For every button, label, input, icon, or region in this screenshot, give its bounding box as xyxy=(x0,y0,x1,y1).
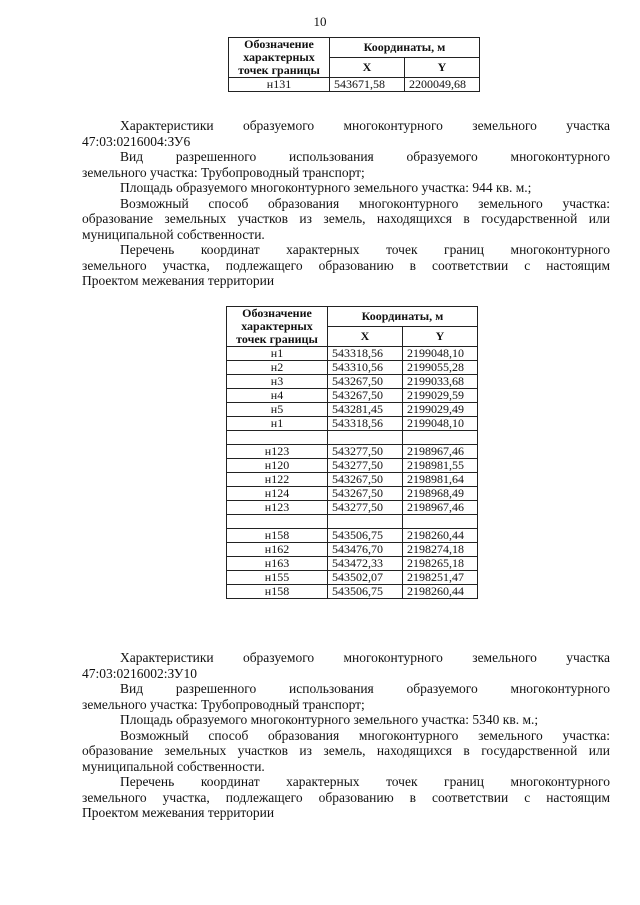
x-cell: 543267,50 xyxy=(328,375,403,389)
x-cell: 543476,70 xyxy=(328,543,403,557)
list-line-2: земельного участка, подлежащего образованию в соответствии с настоящим xyxy=(82,789,610,805)
point-id-cell: н163 xyxy=(227,557,328,571)
table-row xyxy=(227,375,478,389)
y-header: Y xyxy=(405,58,480,78)
point-id-cell: н120 xyxy=(227,459,328,473)
table-row xyxy=(227,487,478,501)
coordinates-table-1 xyxy=(228,37,480,92)
y-cell: 2198967,46 xyxy=(403,501,478,515)
y-cell: 2198251,47 xyxy=(403,571,478,585)
table-row xyxy=(227,445,478,459)
x-cell: 543671,58 xyxy=(330,78,405,92)
empty-cell xyxy=(227,431,328,445)
table-row xyxy=(227,585,478,599)
method-line-2: образование земельных участков из земель, находящихся в государственной или xyxy=(82,211,610,226)
x-header: X xyxy=(328,327,403,347)
y-cell: 2199048,10 xyxy=(403,347,478,361)
section-zu10 xyxy=(82,650,610,821)
x-cell: 543277,50 xyxy=(328,501,403,515)
x-cell: 543502,07 xyxy=(328,571,403,585)
table-separator-row xyxy=(227,431,478,445)
page-number: 10 xyxy=(313,14,327,29)
point-id-cell: н4 xyxy=(227,389,328,403)
table-1-body xyxy=(229,78,480,92)
table-row xyxy=(227,473,478,487)
method-line: Возможный способ образования многоконтурного земельного участка: xyxy=(120,727,610,743)
point-id-cell: н162 xyxy=(227,543,328,557)
table-row xyxy=(227,347,478,361)
x-cell: 543506,75 xyxy=(328,585,403,599)
list-line: Перечень координат характерных точек границ многоконтурного xyxy=(120,242,610,257)
point-id-cell: н124 xyxy=(227,487,328,501)
point-id-cell: н1 xyxy=(227,347,328,361)
designation-header: Обозначение характерных точек границы xyxy=(227,307,328,347)
list-line-2: земельного участка, подлежащего образованию в соответствии с настоящим xyxy=(82,257,610,273)
y-cell: 2198981,55 xyxy=(403,459,478,473)
characteristics-line: Характеристики образуемого многоконтурного земельного участка xyxy=(120,650,610,665)
use-type-value: земельного участка: Трубопроводный транспорт; xyxy=(82,696,365,712)
designation-header: Обозначение характерных точек границы xyxy=(229,38,330,78)
y-header: Y xyxy=(403,327,478,347)
coordinates-table-2 xyxy=(226,306,478,599)
table-row xyxy=(227,529,478,543)
coordinates-header: Координаты, м xyxy=(328,307,478,327)
table-row xyxy=(227,361,478,375)
point-id-cell: н158 xyxy=(227,585,328,599)
characteristics-line: Характеристики образуемого многоконтурного земельного участка xyxy=(120,118,610,133)
method-line: Возможный способ образования многоконтурного земельного участка: xyxy=(120,195,610,211)
area-line: Площадь образуемого многоконтурного земельного участка: 5340 кв. м.; xyxy=(120,712,539,727)
x-cell: 543472,33 xyxy=(328,557,403,571)
x-cell: 543267,50 xyxy=(328,487,403,501)
y-cell: 2198265,18 xyxy=(403,557,478,571)
y-cell: 2198968,49 xyxy=(403,487,478,501)
point-id-cell: н123 xyxy=(227,445,328,459)
point-id-cell: н5 xyxy=(227,403,328,417)
x-cell: 543318,56 xyxy=(328,347,403,361)
use-type-line: Вид разрешенного использования образуемого многоконтурного xyxy=(120,149,610,164)
table-row xyxy=(227,501,478,515)
method-line-3: муниципальной собственности. xyxy=(82,226,265,242)
list-line-3: Проектом межевания территории xyxy=(82,805,275,820)
point-id-cell: н123 xyxy=(227,501,328,515)
use-type-value: земельного участка: Трубопроводный транспорт; xyxy=(82,164,365,180)
y-cell: 2199029,49 xyxy=(403,403,478,417)
x-cell: 543318,56 xyxy=(328,417,403,431)
method-line-3: муниципальной собственности. xyxy=(82,758,265,774)
table-row xyxy=(227,389,478,403)
point-id-cell: н155 xyxy=(227,571,328,585)
empty-cell xyxy=(328,431,403,445)
empty-cell xyxy=(227,515,328,529)
point-id-cell: н1 xyxy=(227,417,328,431)
y-cell: 2199048,10 xyxy=(403,417,478,431)
y-cell: 2200049,68 xyxy=(405,78,480,92)
x-cell: 543267,50 xyxy=(328,389,403,403)
y-cell: 2198274,18 xyxy=(403,543,478,557)
list-line: Перечень координат характерных точек границ многоконтурного xyxy=(120,774,610,789)
table-row xyxy=(227,571,478,585)
table-separator-row xyxy=(227,515,478,529)
list-line-3: Проектом межевания территории xyxy=(82,273,275,288)
table-row xyxy=(229,78,480,92)
y-cell: 2198967,46 xyxy=(403,445,478,459)
y-cell: 2199033,68 xyxy=(403,375,478,389)
y-cell: 2199029,59 xyxy=(403,389,478,403)
empty-cell xyxy=(403,431,478,445)
point-id-cell: н2 xyxy=(227,361,328,375)
x-header: X xyxy=(330,58,405,78)
cadastral-number: 47:03:0216002:ЗУ10 xyxy=(82,665,197,681)
table-row xyxy=(227,403,478,417)
x-cell: 543277,50 xyxy=(328,445,403,459)
table-row xyxy=(227,557,478,571)
point-id-cell: н3 xyxy=(227,375,328,389)
y-cell: 2198260,44 xyxy=(403,529,478,543)
table-row xyxy=(227,543,478,557)
cadastral-number: 47:03:0216004:ЗУ6 xyxy=(82,133,191,149)
y-cell: 2199055,28 xyxy=(403,361,478,375)
section-zu6 xyxy=(82,118,610,289)
y-cell: 2198260,44 xyxy=(403,585,478,599)
x-cell: 543310,56 xyxy=(328,361,403,375)
method-line-2: образование земельных участков из земель, находящихся в государственной или xyxy=(82,743,610,758)
table-row xyxy=(227,417,478,431)
table-row xyxy=(227,459,478,473)
use-type-line: Вид разрешенного использования образуемого многоконтурного xyxy=(120,681,610,696)
point-id-cell: н131 xyxy=(229,78,330,92)
empty-cell xyxy=(403,515,478,529)
y-cell: 2198981,64 xyxy=(403,473,478,487)
point-id-cell: н158 xyxy=(227,529,328,543)
table-2-body xyxy=(227,347,478,599)
empty-cell xyxy=(328,515,403,529)
coordinates-header: Координаты, м xyxy=(330,38,480,58)
area-line: Площадь образуемого многоконтурного земельного участка: 944 кв. м.; xyxy=(120,180,532,195)
x-cell: 543506,75 xyxy=(328,529,403,543)
point-id-cell: н122 xyxy=(227,473,328,487)
x-cell: 543267,50 xyxy=(328,473,403,487)
x-cell: 543277,50 xyxy=(328,459,403,473)
x-cell: 543281,45 xyxy=(328,403,403,417)
